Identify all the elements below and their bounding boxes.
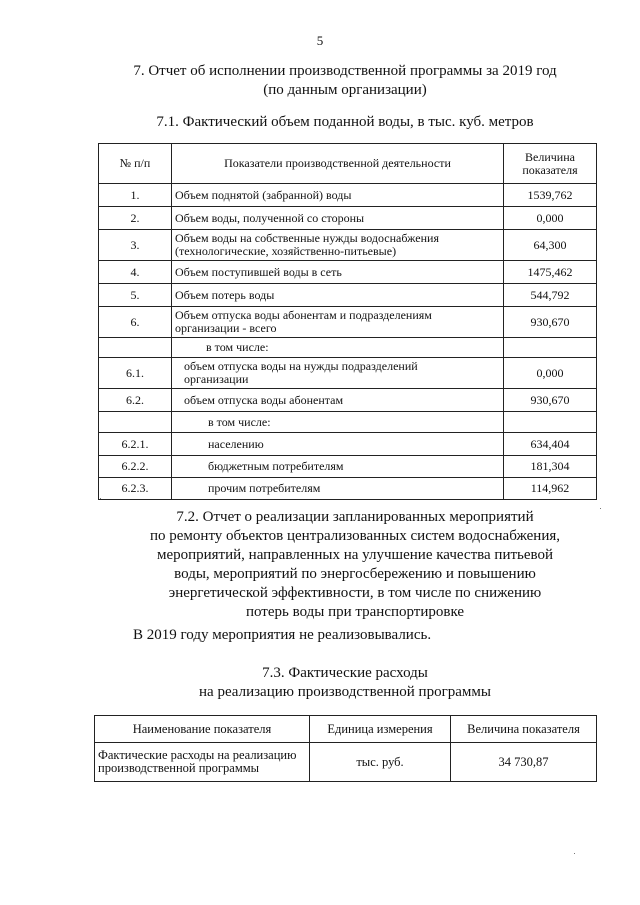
section-7-heading bbox=[60, 62, 630, 100]
section-7-subtitle: (по данным организации) bbox=[263, 82, 427, 98]
row-name-line2: производственной программы bbox=[98, 761, 260, 775]
row-label-line2: организации bbox=[184, 372, 249, 386]
section-72-line: мероприятий, направленных на улучшение качества питьевой bbox=[156, 547, 554, 563]
row-label bbox=[172, 358, 504, 389]
header-value: Величина показателя bbox=[451, 716, 597, 743]
row-label: объем отпуска воды абонентам bbox=[172, 389, 504, 412]
scan-speck bbox=[600, 508, 601, 509]
row-num: 6.2.2. bbox=[99, 456, 172, 478]
table-header-row bbox=[99, 144, 597, 184]
row-value: 114,962 bbox=[504, 478, 597, 500]
scan-speck bbox=[100, 498, 101, 499]
row-name bbox=[95, 743, 310, 782]
section-73-subtitle: на реализацию производственной программы bbox=[199, 684, 491, 700]
section-72-line: воды, мероприятий по энергосбережению и повышению bbox=[174, 566, 536, 582]
header-indicator: Показатели производственной деятельности bbox=[172, 144, 504, 184]
row-label bbox=[172, 230, 504, 261]
water-volume-table bbox=[98, 143, 597, 500]
table-row bbox=[99, 230, 597, 261]
header-value bbox=[504, 144, 597, 184]
section-72-line: потерь воды при транспортировке bbox=[245, 604, 465, 620]
row-num: 6.1. bbox=[99, 358, 172, 389]
header-value-line2: показателя bbox=[522, 162, 578, 177]
row-value: 1539,762 bbox=[504, 184, 597, 207]
row-label: Объем воды, полученной со стороны bbox=[172, 207, 504, 230]
table-row bbox=[99, 389, 597, 412]
row-num: 6. bbox=[99, 307, 172, 338]
header-name: Наименование показателя bbox=[95, 716, 310, 743]
row-label: населению bbox=[172, 433, 504, 456]
table-row bbox=[99, 207, 597, 230]
row-label-line2: организации - всего bbox=[175, 321, 277, 335]
row-value bbox=[504, 338, 597, 358]
header-value-line1: Величина bbox=[525, 149, 575, 164]
table-header-row bbox=[95, 716, 597, 743]
row-value: 930,670 bbox=[504, 389, 597, 412]
row-label: в том числе: bbox=[172, 338, 504, 358]
row-label: в том числе: bbox=[172, 412, 504, 433]
row-unit: тыс. руб. bbox=[310, 743, 451, 782]
header-num: № п/п bbox=[99, 144, 172, 184]
activities-paragraph: В 2019 году мероприятия не реализовывались. bbox=[133, 627, 432, 643]
row-label-line1: Объем отпуска воды абонентам и подразделениям bbox=[175, 308, 432, 322]
table-row bbox=[99, 412, 597, 433]
table-row bbox=[99, 478, 597, 500]
row-label: прочим потребителям bbox=[172, 478, 504, 500]
table-row bbox=[99, 358, 597, 389]
scan-speck bbox=[574, 853, 575, 854]
row-num bbox=[99, 412, 172, 433]
row-value: 544,792 bbox=[504, 284, 597, 307]
page-number: 5 bbox=[316, 33, 324, 48]
row-label-line1: объем отпуска воды на нужды подразделений bbox=[184, 359, 418, 373]
row-value bbox=[504, 412, 597, 433]
section-73-title: 7.3. Фактические расходы bbox=[262, 665, 428, 681]
row-label: Объем потерь воды bbox=[172, 284, 504, 307]
table-row bbox=[95, 743, 597, 782]
row-num: 6.2.3. bbox=[99, 478, 172, 500]
row-num: 1. bbox=[99, 184, 172, 207]
table-row bbox=[99, 184, 597, 207]
row-label: Объем поднятой (забранной) воды bbox=[172, 184, 504, 207]
row-num bbox=[99, 338, 172, 358]
row-label: Объем поступившей воды в сеть bbox=[172, 261, 504, 284]
row-num: 6.2.1. bbox=[99, 433, 172, 456]
table-row bbox=[99, 338, 597, 358]
section-73-heading bbox=[60, 664, 630, 702]
table-row bbox=[99, 307, 597, 338]
section-72-line: по ремонту объектов централизованных систем водоснабжения, bbox=[149, 528, 560, 544]
table-row bbox=[99, 284, 597, 307]
section-72-line: 7.2. Отчет о реализации запланированных мероприятий bbox=[176, 509, 534, 525]
row-value: 0,000 bbox=[504, 207, 597, 230]
row-value: 634,404 bbox=[504, 433, 597, 456]
row-num: 5. bbox=[99, 284, 172, 307]
expenses-table bbox=[94, 715, 597, 782]
header-unit: Единица измерения bbox=[310, 716, 451, 743]
row-value: 34 730,87 bbox=[451, 743, 597, 782]
table-row bbox=[99, 433, 597, 456]
section-7-title: 7. Отчет об исполнении производственной программы за 2019 год bbox=[133, 63, 557, 79]
table-row bbox=[99, 261, 597, 284]
row-value: 64,300 bbox=[504, 230, 597, 261]
row-label-line2: (технологические, хозяйственно-питьевые) bbox=[175, 244, 397, 258]
row-num: 6.2. bbox=[99, 389, 172, 412]
row-label-line1: Объем воды на собственные нужды водоснабжения bbox=[175, 231, 439, 245]
row-label: бюджетным потребителям bbox=[172, 456, 504, 478]
row-value: 0,000 bbox=[504, 358, 597, 389]
row-name-line1: Фактические расходы на реализацию bbox=[98, 748, 297, 762]
row-label bbox=[172, 307, 504, 338]
section-72-line: энергетической эффективности, в том числе по снижению bbox=[168, 585, 542, 601]
table-row bbox=[99, 456, 597, 478]
section-72-heading bbox=[90, 508, 620, 622]
row-num: 2. bbox=[99, 207, 172, 230]
row-num: 4. bbox=[99, 261, 172, 284]
section-71-title: 7.1. Фактический объем поданной воды, в тыс. куб. метров bbox=[156, 114, 534, 130]
row-value: 181,304 bbox=[504, 456, 597, 478]
row-num: 3. bbox=[99, 230, 172, 261]
row-value: 1475,462 bbox=[504, 261, 597, 284]
row-value: 930,670 bbox=[504, 307, 597, 338]
